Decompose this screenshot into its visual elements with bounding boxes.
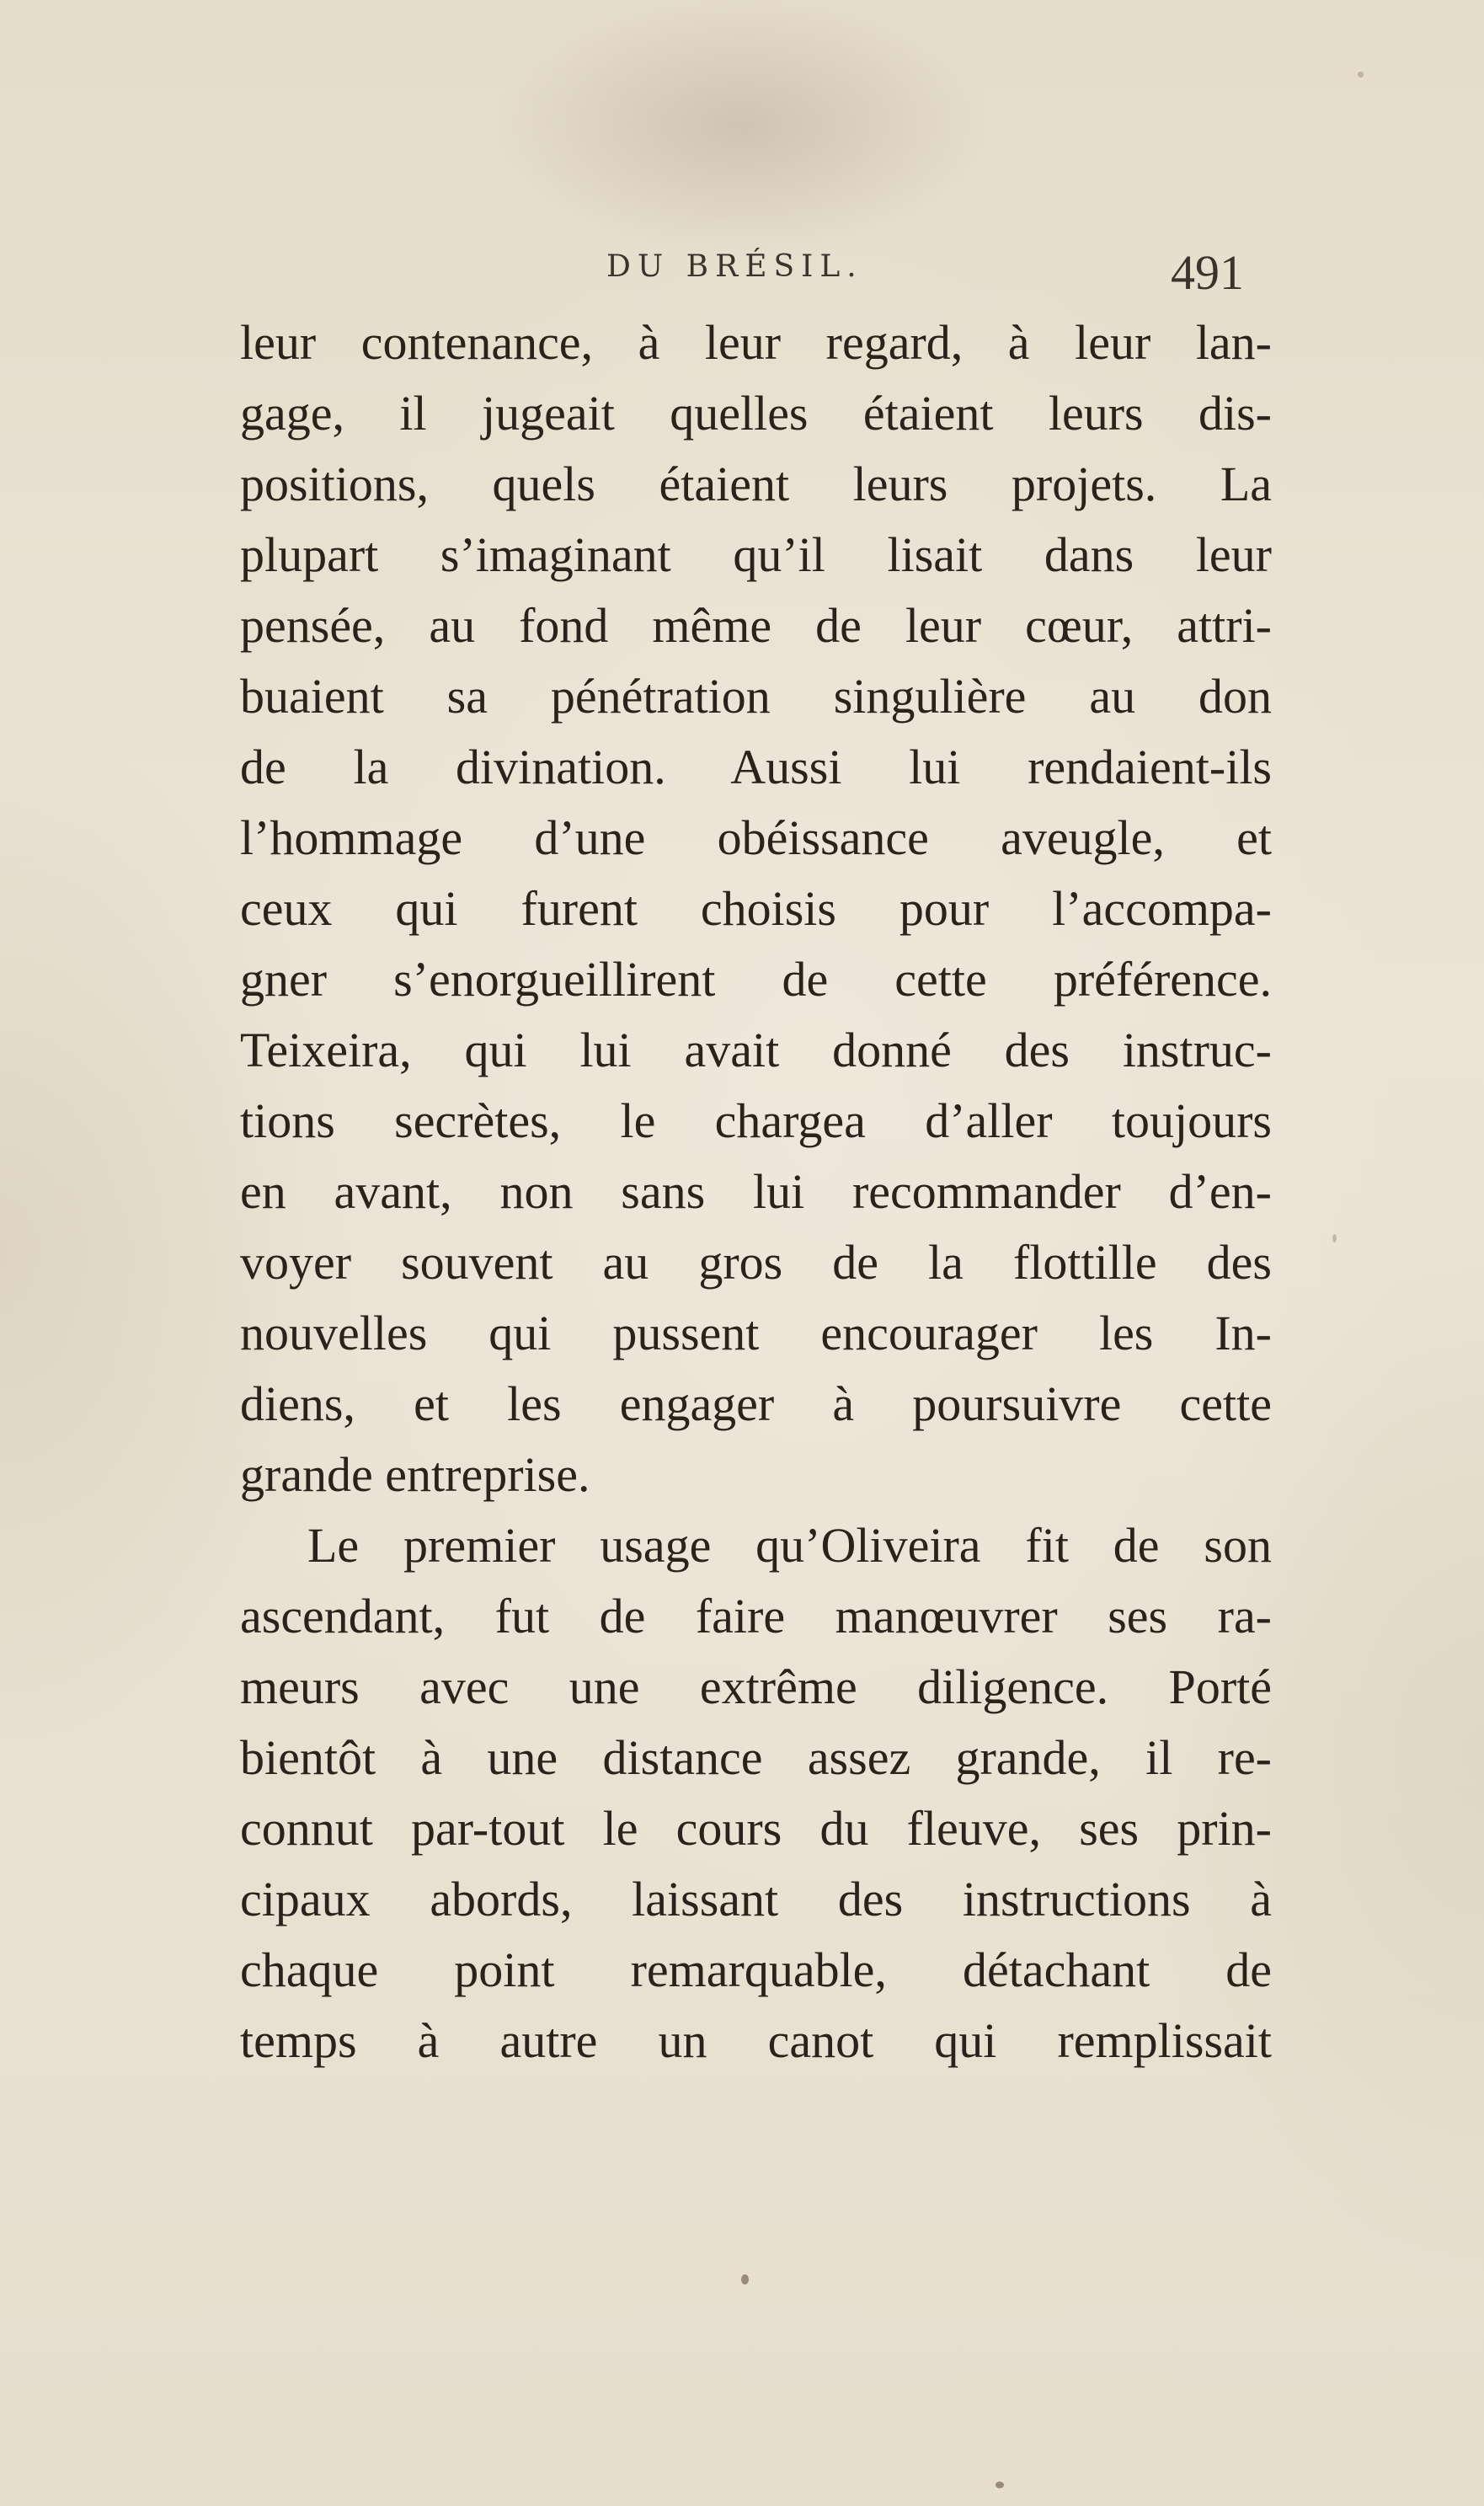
paper-speck: [1332, 1234, 1337, 1242]
text-line: plupart s’imaginant qu’il lisait dans leur: [240, 527, 1272, 582]
text-line: grande entreprise.: [240, 1447, 590, 1502]
text-line: temps à autre un canot qui remplissait: [240, 2013, 1272, 2068]
text-line: positions, quels étaient leurs projets. La: [240, 457, 1272, 511]
text-line: ceux qui furent choisis pour l’accompa-: [240, 881, 1272, 936]
text-line: l’hommage d’une obéissance aveugle, et: [240, 810, 1272, 865]
paper-speck: [741, 2274, 749, 2284]
text-line: meurs avec une extrême diligence. Porté: [240, 1659, 1272, 1714]
text-line: leur contenance, à leur regard, à leur lan-: [240, 315, 1272, 370]
page-number: 491: [1171, 245, 1244, 300]
text-line: Teixeira, qui lui avait donné des instruc-: [240, 1023, 1272, 1077]
text-line: Le premier usage qu’Oliveira fit de son: [307, 1518, 1272, 1573]
text-line: buaient sa pénétration singulière au don: [240, 669, 1272, 724]
text-line: pensée, au fond même de leur cœur, attri-: [240, 598, 1272, 653]
body-text: [240, 307, 1272, 2076]
text-line: bientôt à une distance assez grande, il re-: [240, 1730, 1272, 1785]
text-line: chaque point remarquable, détachant de: [240, 1942, 1272, 1997]
text-line: cipaux abords, laissant des instructions à: [240, 1872, 1272, 1926]
text-line: connut par-tout le cours du fleuve, ses prin-: [240, 1801, 1272, 1856]
paper-speck: [996, 2482, 1004, 2488]
running-head: [0, 244, 1484, 303]
paper-speck: [1358, 72, 1364, 77]
text-line: gage, il jugeait quelles étaient leurs dis-: [240, 386, 1272, 441]
running-head-title: DU BRÉSIL.: [606, 249, 863, 284]
text-line: de la divination. Aussi lui rendaient-ils: [240, 740, 1272, 794]
text-line: gner s’enorgueillirent de cette préférence.: [240, 952, 1272, 1007]
text-line: en avant, non sans lui recommander d’en-: [240, 1164, 1272, 1219]
text-line: nouvelles qui pussent encourager les In-: [240, 1306, 1272, 1360]
text-line: tions secrètes, le chargea d’aller toujours: [240, 1093, 1272, 1148]
text-line: ascendant, fut de faire manœuvrer ses ra-: [240, 1589, 1272, 1643]
text-line: diens, et les engager à poursuivre cette: [240, 1376, 1272, 1431]
text-line: voyer souvent au gros de la flottille des: [240, 1235, 1272, 1290]
